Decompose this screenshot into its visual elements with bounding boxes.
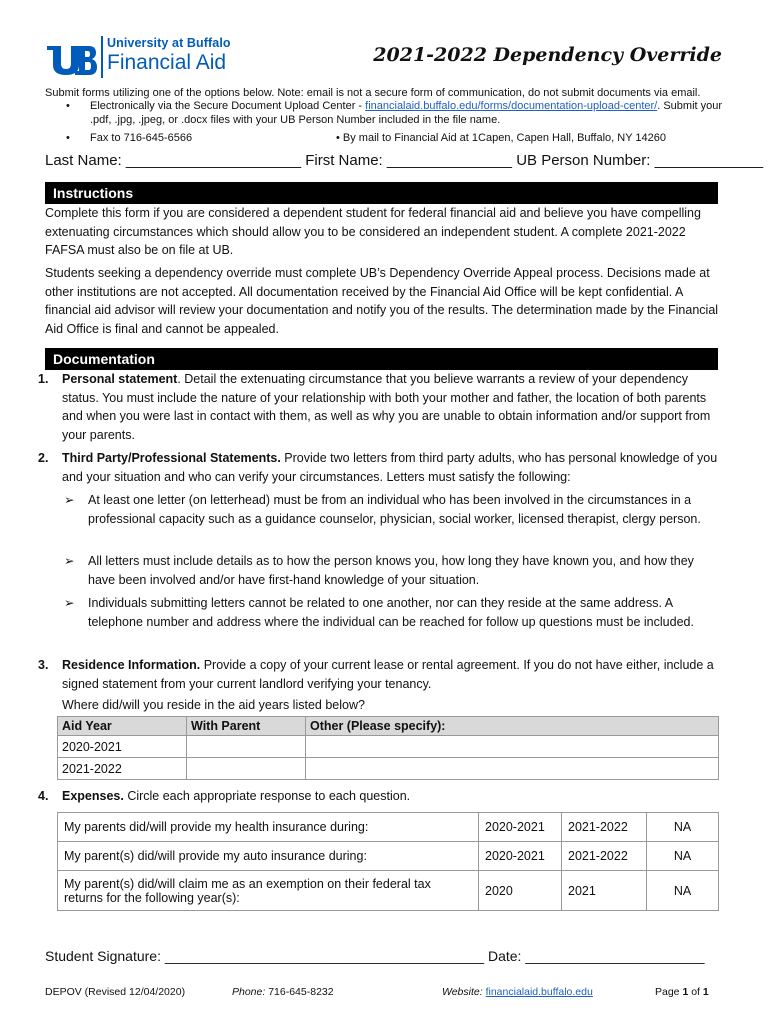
table-row (58, 871, 719, 911)
university-name: University at Buffalo (107, 36, 231, 50)
third-party-requirement: ➢ At least one letter (on letterhead) must be from an individual who has been involved in the circumstances in a professional capacity such as a guidance counselor, physician, social worker, licensed therapist, clergy person. (64, 493, 701, 526)
ub-logo (45, 36, 235, 80)
item-number: 4. (38, 789, 49, 803)
table-header-row (58, 717, 719, 736)
item-title: Personal statement (62, 372, 178, 386)
option-cell[interactable]: 2021 (562, 871, 647, 911)
table-row (58, 842, 719, 871)
item-text: Provide two letters from third party adults, who has personal knowledge of you and your situation and who can verify your circumstances. Letters must satisfy the following: (62, 451, 718, 484)
item-title: Residence Information. (62, 658, 201, 672)
table-row (58, 813, 719, 842)
question-cell: My parent(s) did/will provide my auto insurance during: (58, 842, 479, 871)
documentation-heading: Documentation (45, 348, 718, 370)
footer-phone (232, 986, 334, 998)
page-number: 1 (682, 986, 689, 998)
item-text: Circle each appropriate response to each question. (123, 789, 411, 803)
phone-number: 716-645-8232 (265, 986, 334, 998)
option-cell[interactable]: NA (647, 842, 719, 871)
other-cell[interactable] (306, 758, 719, 780)
question-cell: My parents did/will provide my health insurance during: (58, 813, 479, 842)
third-party-requirement: ➢ Individuals submitting letters cannot be related to one another, nor can they reside at the same address. A telephone number and address where the individual can be reached for follow up questions must be included. (64, 596, 694, 629)
upload-center-link[interactable]: financialaid.buffalo.edu/forms/documentation-upload-center/ (365, 100, 658, 112)
footer-website (442, 986, 593, 998)
third-party-requirement: ➢ All letters must include details as to how the person knows you, how long they have known you, and how they have been involved and/or have first-hand knowledge of your situation. (64, 554, 694, 587)
residence-table (57, 716, 719, 780)
signature-date-line[interactable]: Student Signature: _________________________________________ Date: _______________________ (45, 948, 705, 964)
form-title: 2021-2022 Dependency Override (373, 44, 722, 66)
submission-intro: Submit forms utilizing one of the options below. Note: email is not a secure form of communication, do not submit documents via email. (45, 87, 701, 99)
arrow-bullet-icon: ➢ (64, 554, 75, 568)
page-prefix: Page (655, 986, 683, 998)
page-mid: of (688, 986, 703, 998)
question-cell: My parent(s) did/will claim me as an exemption on their federal tax returns for the following year(s): (58, 871, 479, 911)
aid-year-cell: 2021-2022 (58, 758, 187, 780)
phone-label: Phone: (232, 986, 266, 998)
item-text: Provide a copy of your current lease or rental agreement. If you do not have either, include a signed statement from your current landlord verifying your tenancy. (62, 658, 714, 691)
other-cell[interactable] (306, 736, 719, 758)
department-name: Financial Aid (107, 51, 227, 74)
instructions-heading: Instructions (45, 182, 718, 204)
doc-item-residence (38, 656, 728, 694)
item-title: Third Party/Professional Statements. (62, 451, 281, 465)
option-cell[interactable]: NA (647, 871, 719, 911)
doc-item-personal-statement (38, 370, 728, 444)
electronic-prefix: Electronically via the Secure Document Upload Center - (90, 100, 366, 112)
page-indicator (655, 986, 709, 998)
submission-option-electronic (66, 99, 736, 127)
option-cell[interactable]: NA (647, 813, 719, 842)
fax-text: Fax to 716-645-6566 (90, 132, 193, 144)
doc-item-expenses (38, 787, 728, 805)
arrow-bullet-icon: ➢ (64, 493, 75, 507)
option-cell[interactable]: 2020-2021 (479, 813, 562, 842)
item-number: 2. (38, 451, 49, 465)
item-text: . Detail the extenuating circumstance that you believe warrants a review of your dependency status. You must include the nature of your relationship with both your mother and father, the location of both parents and when you were last in contact with them, as well as why you are unable to obtain information and/or support from your parents. (62, 372, 711, 442)
mail-text: • By mail to Financial Aid at 1Capen, Capen Hall, Buffalo, NY 14260 (336, 132, 666, 144)
form-revision: DEPOV (Revised 12/04/2020) (45, 986, 186, 998)
option-cell[interactable]: 2021-2022 (562, 842, 647, 871)
expenses-table (57, 812, 719, 911)
column-header: With Parent (187, 717, 306, 736)
doc-item-third-party (38, 449, 728, 487)
website-link[interactable]: financialaid.buffalo.edu (485, 986, 593, 998)
item-title: Expenses. (62, 789, 124, 803)
option-cell[interactable]: 2021-2022 (562, 813, 647, 842)
item-number: 1. (38, 372, 49, 386)
submission-option-fax-mail (66, 131, 736, 145)
electronic-suffix: . Submit your .pdf, .jpg, .jpeg, or .docx files with your UB Person Number included in the file name. (90, 100, 723, 126)
page-total: 1 (702, 986, 709, 998)
residence-question: Where did/will you reside in the aid years listed below? (62, 698, 365, 712)
with-parent-cell[interactable] (187, 758, 306, 780)
arrow-bullet-icon: ➢ (64, 596, 75, 610)
bullet-icon: • (66, 132, 70, 144)
name-fields-line[interactable]: Last Name: _____________________ First Name: _______________ UB Person Number: _____________ (45, 152, 764, 169)
column-header: Other (Please specify): (306, 717, 719, 736)
option-cell[interactable]: 2020 (479, 871, 562, 911)
table-row (58, 758, 719, 780)
instructions-para-1: Complete this form if you are considered a dependent student for federal financial aid and believe you have compelling extenuating circumstances which should allow you to be considered an independent student. A complete 2021-2022 FAFSA must also be on file at UB. (45, 206, 701, 257)
logo-divider (101, 36, 103, 78)
item-number: 3. (38, 658, 49, 672)
ub-logo-mark-icon (45, 42, 97, 76)
electronic-text (90, 99, 730, 127)
aid-year-cell: 2020-2021 (58, 736, 187, 758)
table-row (58, 736, 719, 758)
column-header: Aid Year (58, 717, 187, 736)
website-label: Website: (442, 986, 483, 998)
instructions-para-2: Students seeking a dependency override must complete UB’s Dependency Override Appeal process. Decisions made at other institutions are not accepted. All documentation received by the Financial Aid Office will be kept confidential. A financial aid advisor will review your documentation and notify you of the results. The determination made by the Financial Aid Office is final and cannot be appealed. (45, 266, 719, 336)
bullet-icon: • (66, 100, 70, 112)
option-cell[interactable]: 2020-2021 (479, 842, 562, 871)
with-parent-cell[interactable] (187, 736, 306, 758)
